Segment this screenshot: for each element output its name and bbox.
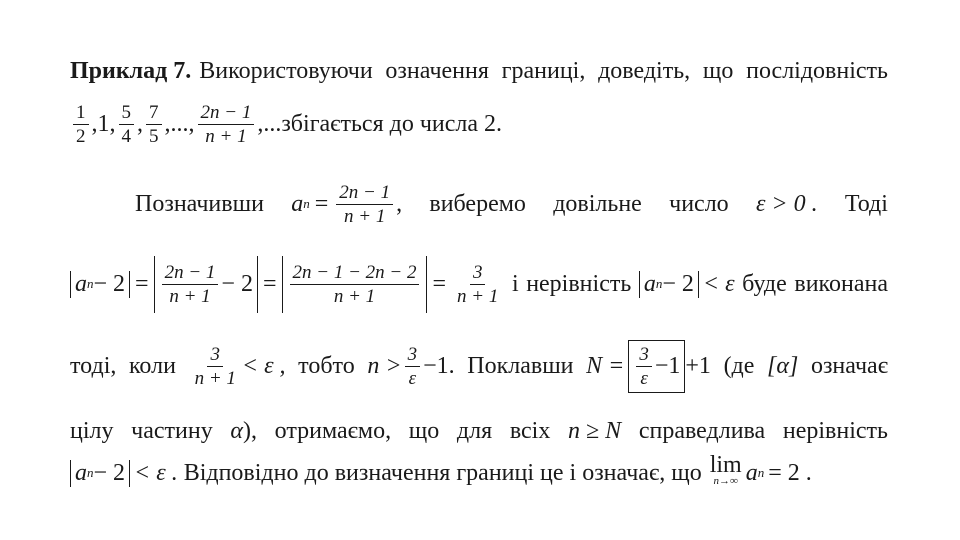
transformation-line: a n − 2 = $\frac{2n - 1}{n + 1}$ − 2 = $\frac{2n - 1 - 2n - 2}{n + 1}$ = $\frac{3}{n + 1}$ і нерівність a n − 2 < ε буде виконана	[70, 246, 888, 322]
limit-expression: lim n→∞	[709, 452, 742, 487]
epsilon-condition: ε > 0 .	[755, 190, 818, 217]
sequence-line	[70, 98, 888, 150]
term-2: 1	[97, 110, 110, 137]
integer-part-line: цілу частину α), отримаємо, що для всіх n ≥ N справедлива нерівність	[70, 417, 888, 444]
conclusion-line: a n − 2 < ε . Відповідно до визначення границі це і означає, що lim n→∞ a n = 2 .	[70, 448, 888, 498]
example-label: Приклад 7.	[70, 57, 192, 84]
example-statement: Використовуючи означення границі, доведіть, що послідовність	[199, 57, 888, 84]
term-1: $\frac{1}{2}$	[73, 102, 89, 147]
transformation-formula: a n − 2 = $\frac{2n - 1}{n + 1}$ − 2 = $\frac{2n - 1 - 2n - 2}{n + 1}$ = $\frac{3}{n + 1}$	[70, 256, 504, 313]
sequence-tail: ,...збігається до числа 2.	[257, 110, 503, 137]
term-3: $\frac{5}{4}$	[119, 102, 135, 147]
inequality: a n − 2 < ε	[639, 271, 735, 298]
an-definition: a n = $\frac{2n - 1}{n + 1}$ ,	[291, 181, 403, 227]
sequence-terms: $\frac{1}{2}$ , 1 , $\frac{5}{4}$ , $\frac{7}{5}$ , ..., $\frac{2n - 1}{n + 1}$ ,...збігається до числа 2.	[70, 102, 502, 147]
N-definition: N = $\frac{3}{\varepsilon}$ −1 +1	[586, 340, 711, 393]
definition-line: Позначивши a n = $\frac{2n - 1}{n + 1}$ , виберемо довільне число ε > 0 . Тоді	[135, 181, 888, 227]
general-term: $\frac{2n - 1}{n + 1}$	[198, 102, 255, 147]
example-title-line	[70, 48, 888, 94]
condition-line: тоді, коли $\frac{3}{n + 1}$ < ε , тобто n > $\frac{3}{\varepsilon}$ −1. Поклавши N = $\frac{3}{\varepsilon}$ −1 +1 (де [α] означає	[70, 334, 888, 398]
term-4: $\frac{7}{5}$	[146, 102, 162, 147]
